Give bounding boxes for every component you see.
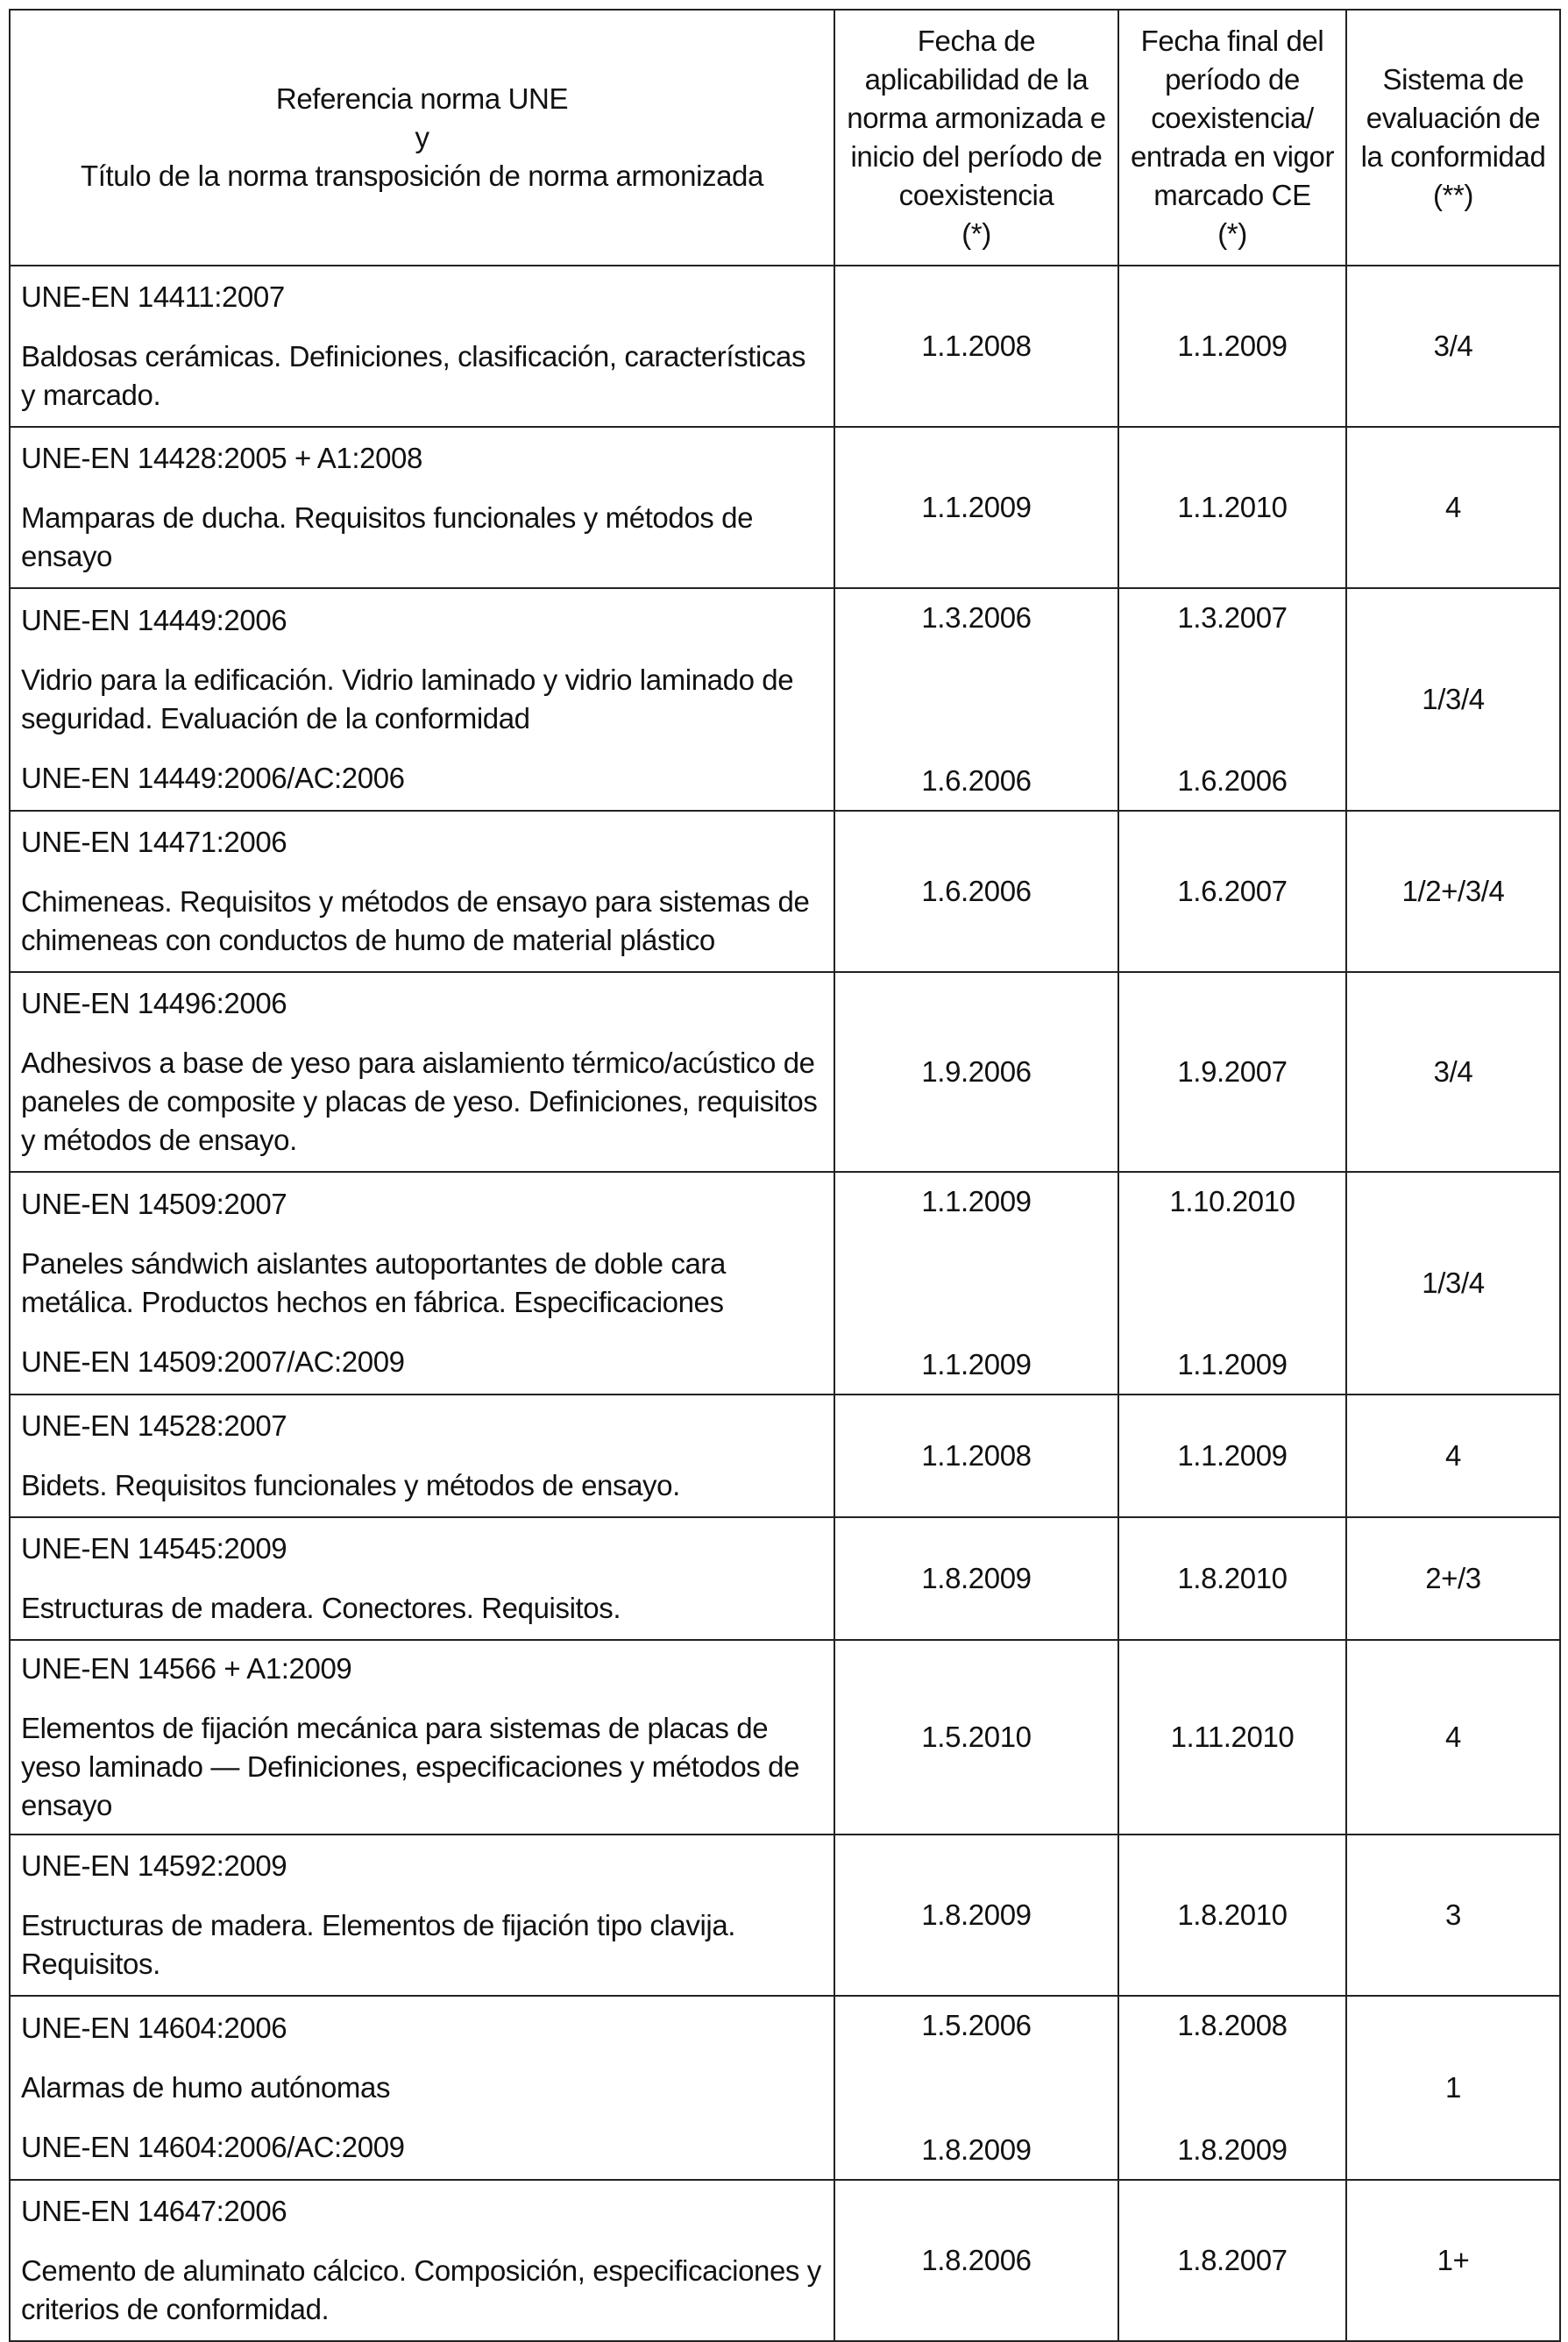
end-date-cell	[1118, 1172, 1346, 1395]
start-date-stack	[841, 2006, 1112, 2169]
standard-title: Vidrio para la edificación. Vidrio laminado y vidrio laminado de seguridad. Evaluación de la conformidad	[21, 664, 794, 735]
end-date: 1.3.2007	[1177, 601, 1288, 634]
standard-title: Mamparas de ducha. Requisitos funcionales y métodos de ensayo	[21, 501, 754, 572]
header-start-date: Fecha de aplicabilidad de la norma armonizada e inicio del período de coexistencia (*)	[834, 10, 1118, 266]
spacer	[21, 640, 823, 661]
conformity-system: 1/2+/3/4	[1346, 811, 1560, 972]
conformity-system: 3/4	[1346, 266, 1560, 427]
spacer	[21, 2047, 823, 2069]
end-date: 1.8.2008	[1177, 2009, 1288, 2041]
standard-reference: UNE-EN 14545:2009	[21, 1532, 287, 1565]
table-row	[10, 2180, 1560, 2341]
end-date: 1.8.2007	[1118, 2180, 1346, 2341]
reference-cell	[10, 811, 834, 972]
header-reference: Referencia norma UNE y Título de la norma transposición de norma armonizada	[10, 10, 834, 266]
start-date: 1.5.2010	[834, 1640, 1118, 1835]
reference-cell	[10, 266, 834, 427]
table-row	[10, 1835, 1560, 1996]
start-date: 1.1.2008	[834, 1395, 1118, 1517]
conformity-system: 3	[1346, 1835, 1560, 1996]
standard-reference: UNE-EN 14528:2007	[21, 1409, 287, 1442]
corrigendum-end-date: 1.8.2009	[1177, 2133, 1288, 2166]
start-date: 1.1.2009	[834, 427, 1118, 588]
standard-reference: UNE-EN 14428:2005 + A1:2008	[21, 442, 422, 474]
standard-reference: UNE-EN 14604:2006	[21, 2012, 287, 2044]
reference-cell	[10, 1996, 834, 2180]
standard-reference: UNE-EN 14449:2006	[21, 604, 287, 636]
standard-title: Alarmas de humo autónomas	[21, 2071, 391, 2104]
table-row	[10, 588, 1560, 811]
spacer	[21, 738, 823, 759]
conformity-system: 1	[1346, 1996, 1560, 2180]
end-date: 1.6.2007	[1118, 811, 1346, 972]
standard-corrigendum-reference: UNE-EN 14604:2006/AC:2009	[21, 2131, 405, 2163]
reference-cell	[10, 427, 834, 588]
conformity-system: 1+	[1346, 2180, 1560, 2341]
end-date: 1.1.2010	[1118, 427, 1346, 588]
table-row	[10, 427, 1560, 588]
reference-cell	[10, 972, 834, 1172]
spacer	[21, 2107, 823, 2128]
start-date-cell	[834, 1996, 1118, 2180]
standard-title: Bidets. Requisitos funcionales y métodos de ensayo.	[21, 1469, 680, 1501]
table-body	[10, 266, 1560, 2341]
spacer	[21, 1322, 823, 1343]
standard-reference: UNE-EN 14566 + A1:2009	[21, 1652, 352, 1685]
standard-reference: UNE-EN 14647:2006	[21, 2195, 287, 2227]
harmonized-standards-table	[9, 9, 1561, 2342]
end-date-stack	[1125, 1182, 1340, 1384]
start-date: 1.8.2006	[834, 2180, 1118, 2341]
start-date-cell	[834, 1172, 1118, 1395]
start-date-stack	[841, 1182, 1112, 1384]
table-row	[10, 811, 1560, 972]
spacer	[21, 862, 823, 883]
standard-corrigendum-reference: UNE-EN 14509:2007/AC:2009	[21, 1345, 405, 1378]
end-date-cell	[1118, 1996, 1346, 2180]
end-date: 1.1.2009	[1118, 266, 1346, 427]
reference-cell	[10, 2180, 834, 2341]
end-date: 1.9.2007	[1118, 972, 1346, 1172]
conformity-system: 2+/3	[1346, 1517, 1560, 1640]
standard-title: Elementos de fijación mecánica para sistemas de placas de yeso laminado — Definiciones, especificaciones y métodos de ensayo	[21, 1712, 800, 1821]
spacer	[21, 316, 823, 337]
spacer	[21, 478, 823, 499]
end-date: 1.8.2010	[1118, 1835, 1346, 1996]
end-date: 1.1.2009	[1118, 1395, 1346, 1517]
end-date: 1.8.2010	[1118, 1517, 1346, 1640]
standard-reference: UNE-EN 14411:2007	[21, 280, 285, 313]
standard-reference: UNE-EN 14509:2007	[21, 1188, 287, 1220]
start-date: 1.3.2006	[921, 601, 1032, 634]
spacer	[21, 1885, 823, 1906]
conformity-system: 1/3/4	[1346, 588, 1560, 811]
spacer	[21, 1568, 823, 1589]
table-row	[10, 1172, 1560, 1395]
standard-title: Estructuras de madera. Conectores. Requisitos.	[21, 1592, 621, 1624]
reference-cell	[10, 1835, 834, 1996]
corrigendum-end-date: 1.6.2006	[1177, 764, 1288, 797]
conformity-system: 4	[1346, 1640, 1560, 1835]
standard-title: Paneles sándwich aislantes autoportantes de doble cara metálica. Productos hechos en fábrica. Especificaciones	[21, 1247, 726, 1318]
standard-corrigendum-reference: UNE-EN 14449:2006/AC:2006	[21, 762, 405, 794]
start-date: 1.8.2009	[834, 1835, 1118, 1996]
header-end-date: Fecha final del período de coexistencia/ entrada en vigor marcado CE (*)	[1118, 10, 1346, 266]
standard-title: Estructuras de madera. Elementos de fijación tipo clavija. Requisitos.	[21, 1909, 736, 1980]
start-date-cell	[834, 588, 1118, 811]
table-row	[10, 1395, 1560, 1517]
corrigendum-start-date: 1.6.2006	[921, 764, 1032, 797]
table-row	[10, 266, 1560, 427]
reference-cell	[10, 1172, 834, 1395]
standard-title: Chimeneas. Requisitos y métodos de ensayo para sistemas de chimeneas con conductos de humo de material plástico	[21, 885, 810, 956]
standard-reference: UNE-EN 14496:2006	[21, 987, 287, 1019]
end-date: 1.10.2010	[1169, 1185, 1295, 1217]
standard-title: Cemento de aluminato cálcico. Composición, especificaciones y criterios de conformidad.	[21, 2254, 821, 2325]
spacer	[21, 1023, 823, 1044]
conformity-system: 1/3/4	[1346, 1172, 1560, 1395]
corrigendum-start-date: 1.8.2009	[921, 2133, 1032, 2166]
corrigendum-end-date: 1.1.2009	[1177, 1348, 1288, 1380]
start-date: 1.5.2006	[921, 2009, 1032, 2041]
start-date-stack	[841, 599, 1112, 800]
conformity-system: 4	[1346, 427, 1560, 588]
start-date: 1.1.2008	[834, 266, 1118, 427]
reference-cell	[10, 1395, 834, 1517]
end-date: 1.11.2010	[1118, 1640, 1346, 1835]
standard-title: Baldosas cerámicas. Definiciones, clasificación, características y marcado.	[21, 340, 806, 411]
table-header-row	[10, 10, 1560, 266]
spacer	[21, 1224, 823, 1245]
table-row	[10, 972, 1560, 1172]
reference-cell	[10, 588, 834, 811]
end-date-cell	[1118, 588, 1346, 811]
spacer	[21, 2231, 823, 2252]
table-row	[10, 1640, 1560, 1835]
spacer	[21, 1688, 823, 1709]
spacer	[21, 1445, 823, 1466]
table-row	[10, 1517, 1560, 1640]
standard-title: Adhesivos a base de yeso para aislamiento térmico/acústico de paneles de composite y placas de yeso. Definiciones, requisitos y métodos de ensayo.	[21, 1047, 818, 1156]
header-conformity-system: Sistema de evaluación de la conformidad (**)	[1346, 10, 1560, 266]
reference-cell	[10, 1640, 834, 1835]
start-date: 1.6.2006	[834, 811, 1118, 972]
conformity-system: 4	[1346, 1395, 1560, 1517]
end-date-stack	[1125, 2006, 1340, 2169]
table-row	[10, 1996, 1560, 2180]
standard-reference: UNE-EN 14592:2009	[21, 1849, 287, 1882]
standard-reference: UNE-EN 14471:2006	[21, 826, 287, 858]
reference-cell	[10, 1517, 834, 1640]
conformity-system: 3/4	[1346, 972, 1560, 1172]
start-date: 1.9.2006	[834, 972, 1118, 1172]
corrigendum-start-date: 1.1.2009	[921, 1348, 1032, 1380]
start-date: 1.1.2009	[921, 1185, 1032, 1217]
start-date: 1.8.2009	[834, 1517, 1118, 1640]
end-date-stack	[1125, 599, 1340, 800]
